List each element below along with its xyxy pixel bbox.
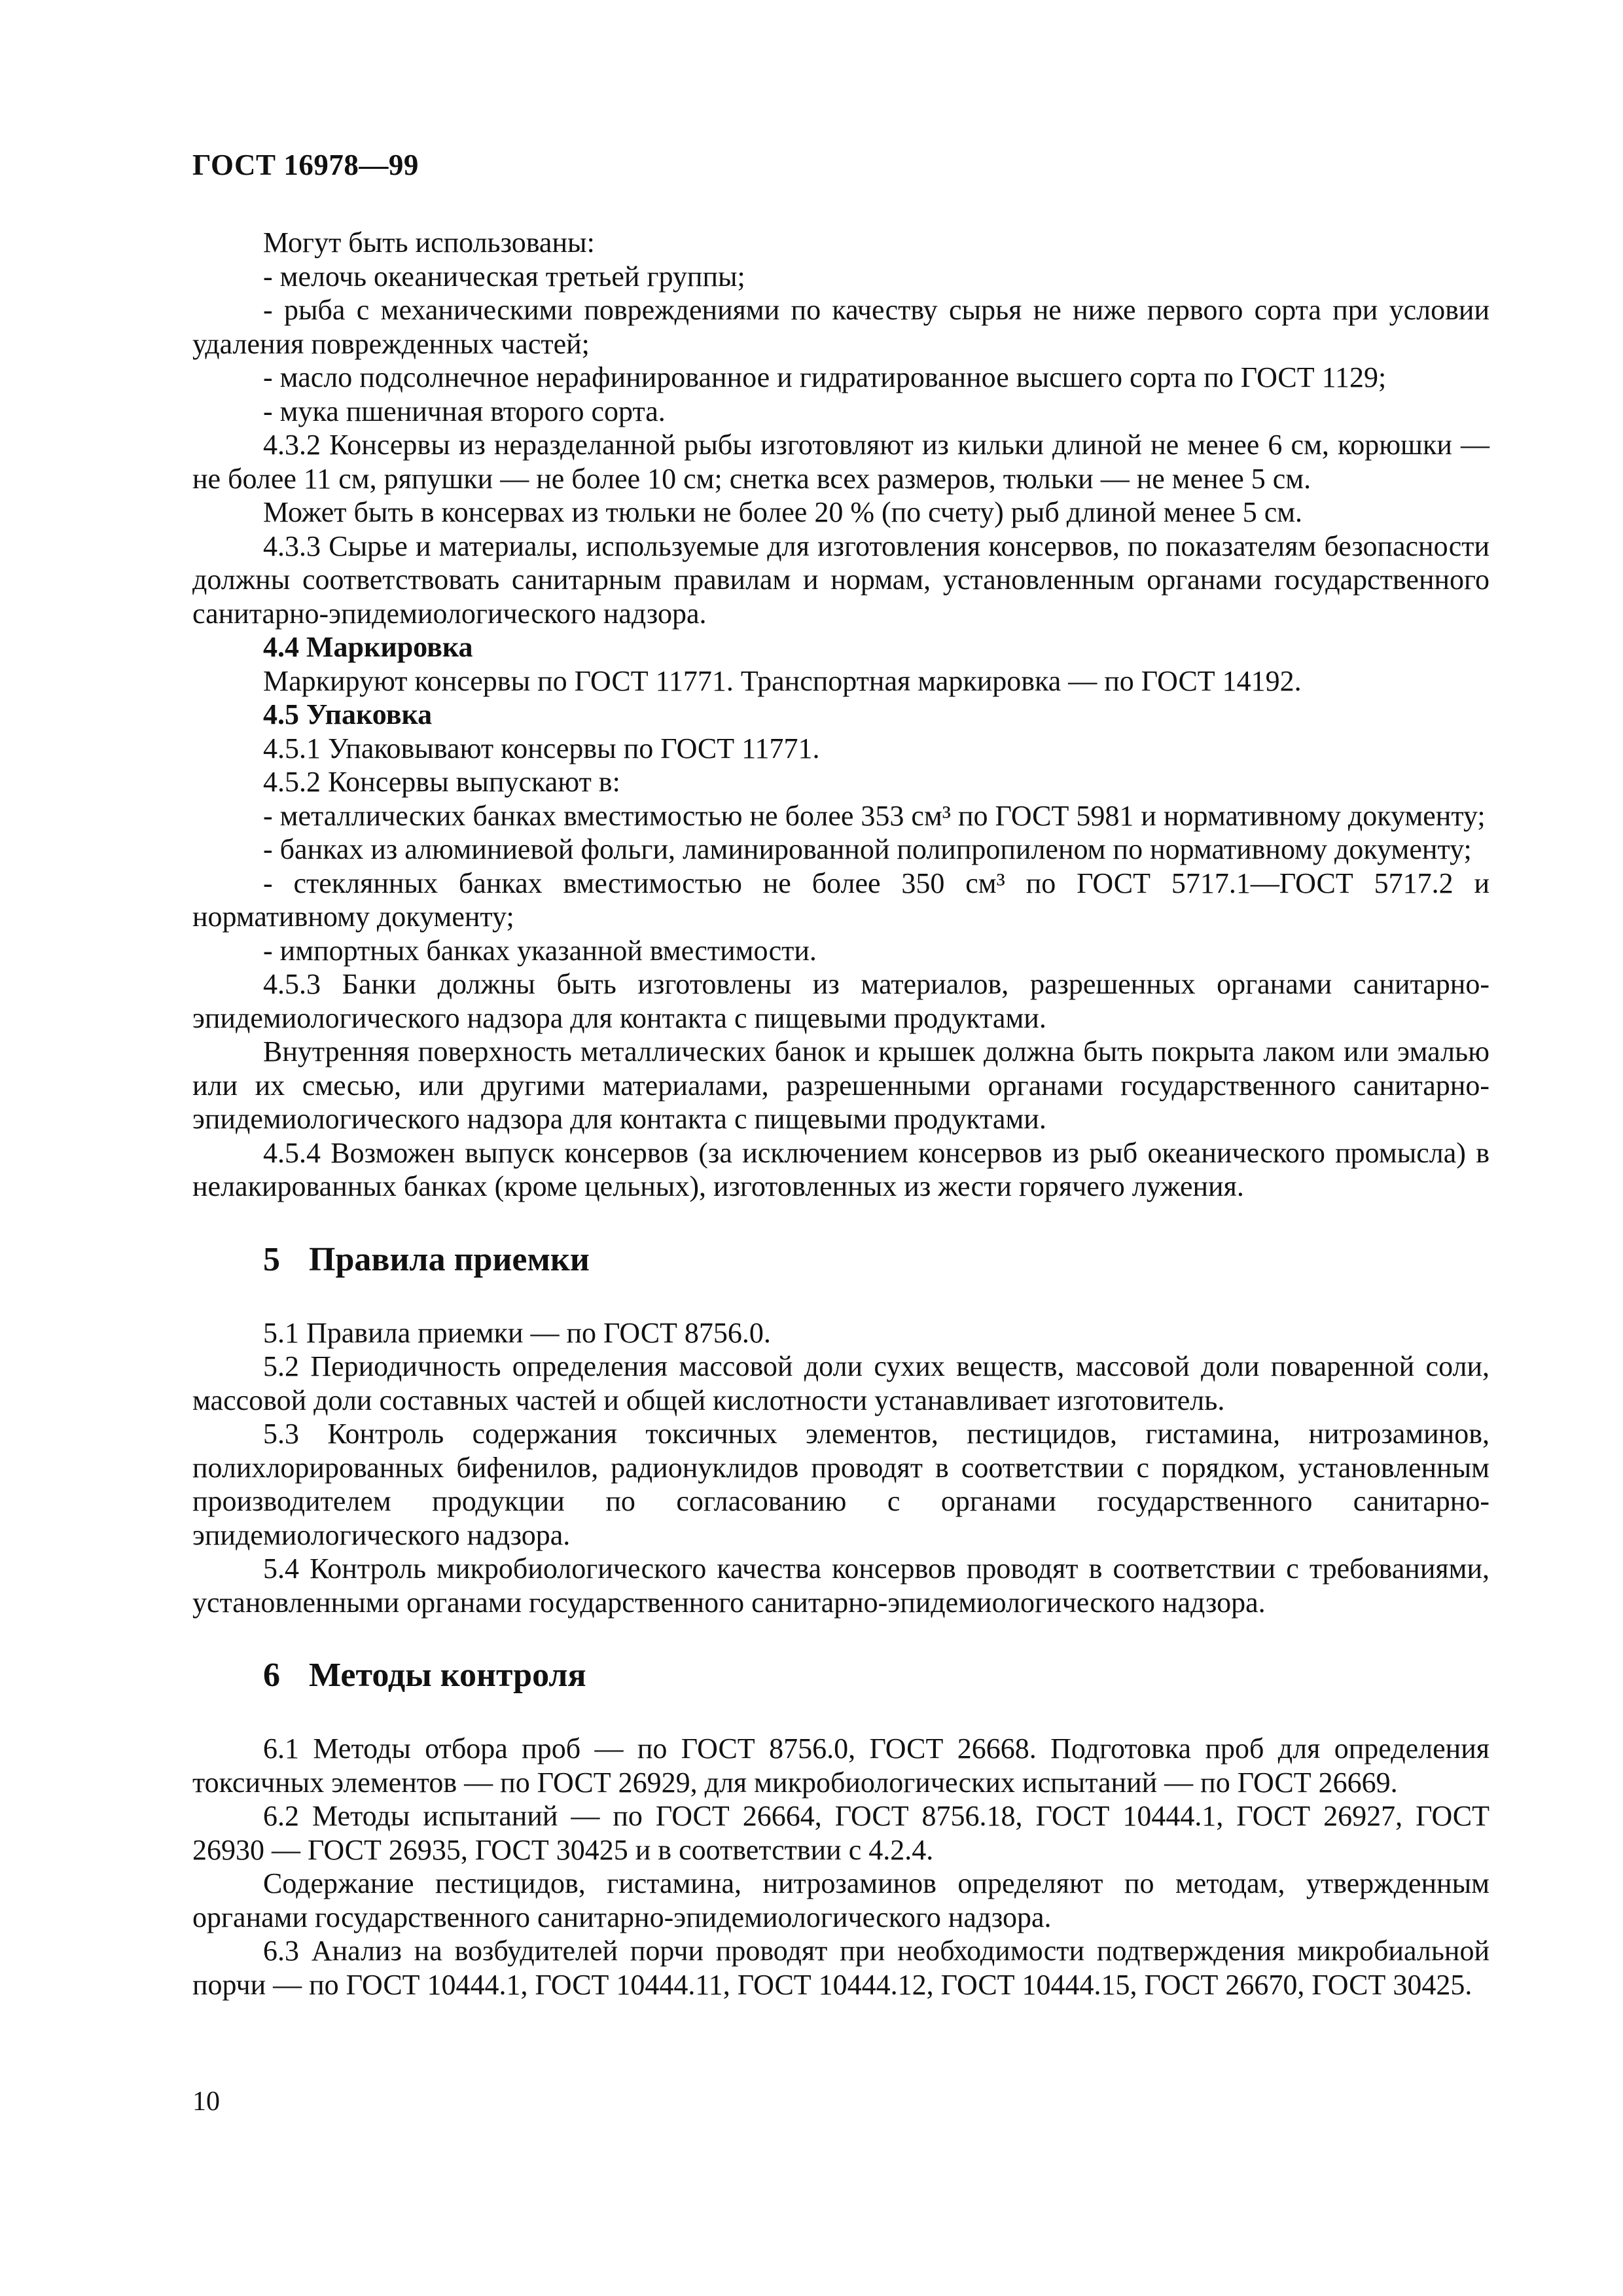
paragraph: - металлических банках вместимостью не более 353 см³ по ГОСТ 5981 и нормативному документу; [263,799,1486,832]
paragraph: 4.5.4 Возможен выпуск консервов (за исключением консервов из рыб океанического промысла) в нелакированных банках (кроме цельных), изготовленных из жести горячего лужения. [192,1136,1489,1202]
section-number: 6 [263,1657,280,1694]
paragraph: 4.5.1 Упаковывают консервы по ГОСТ 11771. [263,732,820,764]
section-title: Методы контроля [309,1657,586,1694]
paragraph: 5.2 Периодичность определения массовой доли сухих веществ, массовой доли поваренной соли, массовой доли составных частей и общей кислотности устанавливает изготовитель. [192,1350,1489,1416]
page-number: 10 [192,2087,220,2117]
paragraph: 6.1 Методы отбора проб — по ГОСТ 8756.0, ГОСТ 26668. Подготовка проб для определения токсичных элементов — по ГОСТ 26929, для микробиологических испытаний — по ГОСТ 26669. [192,1732,1489,1799]
paragraph: Маркируют консервы по ГОСТ 11771. Транспортная маркировка — по ГОСТ 14192. [263,664,1302,697]
paragraph: 4.5.2 Консервы выпускают в: [263,766,620,798]
section-heading [192,1656,1489,1695]
paragraph: - мелочь океаническая третьей группы; [263,260,745,293]
paragraph: 4.5.3 Банки должны быть изготовлены из материалов, разрешенных органами санитарно-эпидемиологического надзора для контакта с пищевыми продуктами. [192,968,1489,1034]
paragraph: 4.3.3 Сырье и материалы, используемые для изготовления консервов, по показателям безопасности должны соответствовать санитарным правилам и нормам, установленным органами государственного санитарно-эпидемиологического надзора. [192,529,1489,630]
paragraph: Содержание пестицидов, гистамина, нитрозаминов определяют по методам, утвержденным органами государственного санитарно-эпидемиологического надзора. [192,1867,1489,1933]
paragraph: Внутренняя поверхность металлических банок и крышек должна быть покрыта лаком или эмалью или их смесью, или другими материалами, разрешенными органами государственного санитарно-эпидемиологического надзора для контакта с пищевыми продуктами. [192,1035,1489,1135]
paragraph: - рыба с механическими повреждениями по качеству сырья не ниже первого сорта при условии удаления поврежденных частей; [192,294,1489,360]
section-title: Правила приемки [309,1240,590,1278]
paragraph: Могут быть использованы: [263,226,595,259]
paragraph: - банках из алюминиевой фольги, ламинированной полипропиленом по нормативному документу; [263,833,1472,865]
paragraph: 5.3 Контроль содержания токсичных элементов, пестицидов, гистамина, нитрозаминов, полихлорированных бифенилов, радионуклидов проводят в соответствии с порядком, установленным производителем продукции по согласованию с органами государственного санитарно-эпидемиологического надзора. [192,1418,1489,1551]
paragraph: Может быть в консервах из тюльки не более 20 % (по счету) рыб длиной менее 5 см. [263,496,1303,528]
subsection-heading: 4.5 Упаковка [263,698,433,730]
paragraph: 4.3.2 Консервы из неразделанной рыбы изготовляют из кильки длиной не менее 6 см, корюшки — не более 11 см, ряпушки — не более 10 см; снетка всех размеров, тюльки — не менее 5 см. [192,429,1489,495]
section-heading [192,1240,1489,1280]
document-header: ГОСТ 16978—99 [192,149,419,181]
paragraph: - мука пшеничная второго сорта. [263,395,666,427]
subsection-heading: 4.4 Маркировка [263,631,473,663]
paragraph: 6.3 Анализ на возбудителей порчи проводят при необходимости подтверждения микробиальной порчи — по ГОСТ 10444.1, ГОСТ 10444.11, ГОСТ 10444.12, ГОСТ 10444.15, ГОСТ 26670, ГОСТ 30425. [192,1935,1489,2001]
paragraph: - масло подсолнечное нерафинированное и гидратированное высшего сорта по ГОСТ 1129; [263,361,1387,393]
paragraph: 5.1 Правила приемки — по ГОСТ 8756.0. [263,1316,771,1349]
paragraph: - импортных банках указанной вместимости. [263,934,817,967]
paragraph: - стеклянных банках вместимостью не более 350 см³ по ГОСТ 5717.1—ГОСТ 5717.2 и нормативному документу; [192,867,1489,933]
section-number: 5 [263,1240,280,1278]
document-body [192,226,1489,2001]
paragraph: 6.2 Методы испытаний — по ГОСТ 26664, ГОСТ 8756.18, ГОСТ 10444.1, ГОСТ 26927, ГОСТ 26930 — ГОСТ 26935, ГОСТ 30425 и в соответствии с 4.2.4. [192,1800,1489,1866]
paragraph: 5.4 Контроль микробиологического качества консервов проводят в соответствии с требованиями, установленными органами государственного санитарно-эпидемиологического надзора. [192,1552,1489,1619]
